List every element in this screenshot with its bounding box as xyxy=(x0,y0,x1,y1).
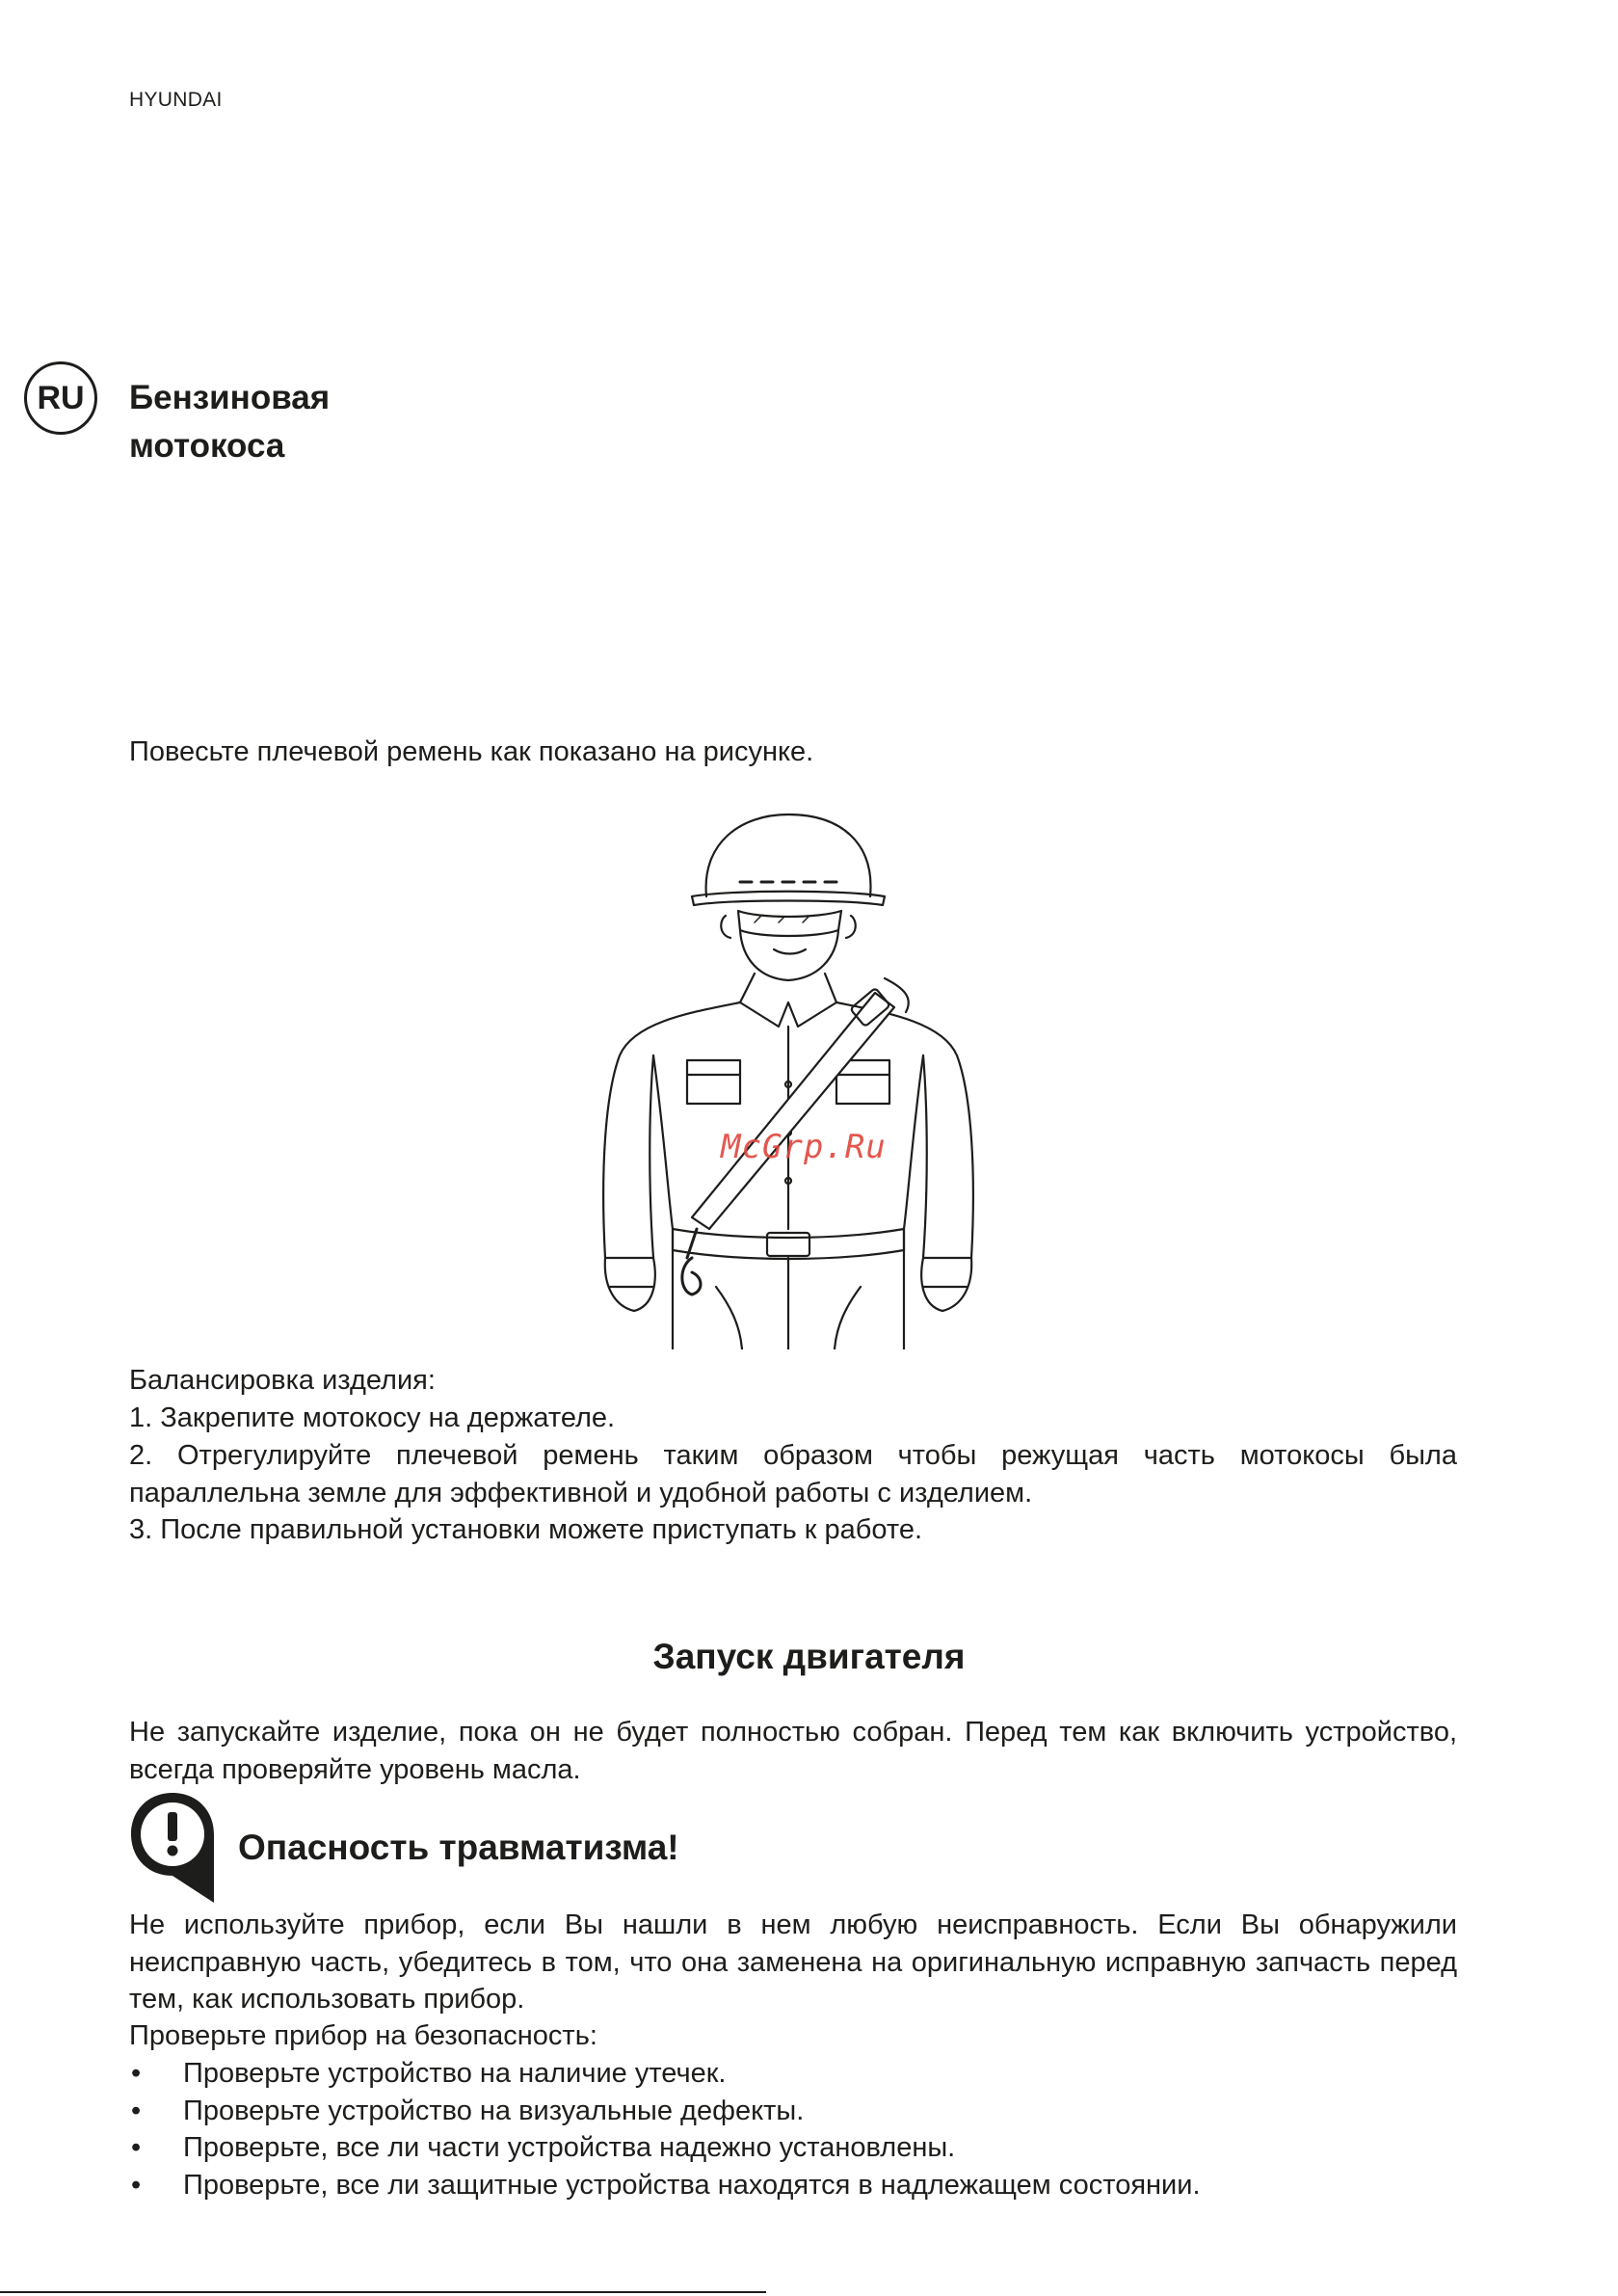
list-item: • Проверьте устройство на наличие утечек. xyxy=(129,2055,1457,2093)
list-item: • Проверьте устройство на визуальные дефекты. xyxy=(129,2093,1457,2130)
balancing-heading: Балансировка изделия: xyxy=(129,1365,436,1396)
safety-check-heading: Проверьте прибор на безопасность: xyxy=(129,2020,597,2051)
footer-divider xyxy=(0,2291,766,2293)
watermark: McGrp.Ru xyxy=(721,1128,887,1166)
balancing-step-3: 3. После правильной установки можете приступать к работе. xyxy=(129,1514,923,1545)
balancing-step-1: 1. Закрепите мотокосу на держателе. xyxy=(129,1402,616,1433)
section-title-engine-start: Запуск двигателя xyxy=(652,1637,966,1676)
brand-name: HYUNDAI xyxy=(129,89,223,111)
product-title-line-1: Бензиновая xyxy=(129,379,331,416)
product-title xyxy=(129,374,476,470)
language-badge: RU xyxy=(24,361,97,435)
exclamation-icon xyxy=(129,1791,216,1905)
balancing-step-2: 2. Отрегулируйте плечевой ремень таким образом чтобы режущая часть мотокосы была параллельна земле для эффективной и удобной работы с изделием. xyxy=(129,1440,1457,1508)
engine-start-text: Не запускайте изделие, пока он не будет полностью собран. Перед тем как включить устройство, всегда проверяйте уровень масла. xyxy=(129,1717,1457,1785)
worker-with-shoulder-strap-illustration xyxy=(596,805,981,1349)
strap-instruction: Повесьте плечевой ремень как показано на рисунке. xyxy=(129,736,814,767)
list-item: • Проверьте, все ли защитные устройства находятся в надлежащем состоянии. xyxy=(129,2167,1457,2204)
safety-check-list xyxy=(129,2055,1457,2203)
product-title-line-2: мотокоса xyxy=(129,427,285,465)
warning-text: Не используйте прибор, если Вы нашли в нем любую неисправность. Если Вы обнаружили неисправную часть, убедитесь в том, что она заменена на оригинальную исправную запчасть перед тем, как использовать прибор. xyxy=(129,1909,1457,2015)
list-item: • Проверьте, все ли части устройства надежно установлены. xyxy=(129,2129,1457,2167)
warning-title: Опасность травматизма! xyxy=(238,1828,679,1867)
